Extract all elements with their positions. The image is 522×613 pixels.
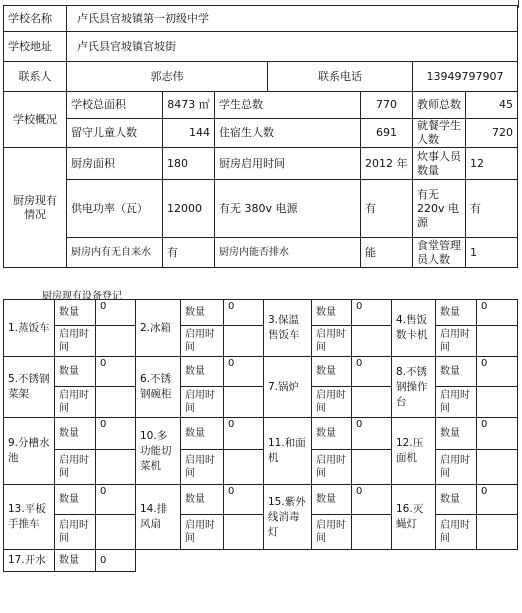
quantity-value: 0 [96,418,136,450]
quantity-value: 0 [477,418,518,450]
continuation-area [136,550,518,572]
quantity-value: 0 [96,550,136,572]
quantity-value: 0 [224,418,264,450]
equipment-name: 13.平板手推车 [4,485,55,550]
kitchen-area-value: 180 [163,148,215,180]
start-time-label: 启用时间 [436,450,477,485]
canteen-value: 1 [466,238,518,268]
overview-label: 学校概况 [4,92,67,148]
equipment-name: 8.不锈钢操作台 [392,357,436,418]
school-address-label: 学校地址 [4,32,67,62]
equipment-name: 3.保温售饭车 [264,300,312,357]
start-time-label: 启用时间 [436,387,477,418]
area-label: 学校总面积 [67,92,163,119]
teachers-value: 45 [466,92,518,119]
water-value: 有 [163,238,215,268]
start-time-value [352,450,392,485]
start-time-label: 启用时间 [436,326,477,357]
quantity-label: 数量 [312,300,352,326]
start-time-value [477,387,518,418]
quantity-value: 0 [224,300,264,326]
start-time-label: 启用时间 [55,450,96,485]
quantity-label: 数量 [436,418,477,450]
v220-value: 有 [466,180,518,238]
teachers-label: 教师总数 [413,92,466,119]
v380-label: 有无 380v 电源 [215,180,361,238]
start-time-value [477,515,518,550]
quantity-label: 数量 [55,300,96,326]
start-time-value [224,387,264,418]
start-time-value [224,515,264,550]
start-time-value [96,450,136,485]
contact-label: 联系人 [4,62,67,92]
v220-label: 有无 220v 电源 [413,180,466,238]
equipment-name: 7.锅炉 [264,357,312,418]
quantity-label: 数量 [181,418,224,450]
start-time-value [477,326,518,357]
equipment-name: 10.多功能切菜机 [136,418,181,485]
kitchen-start-value: 2012 年 [361,148,413,180]
start-time-label: 启用时间 [312,450,352,485]
power-value: 12000 [163,180,215,238]
start-time-label: 启用时间 [181,387,224,418]
power-label: 供电功率（瓦） [67,180,163,238]
start-time-label: 启用时间 [181,450,224,485]
quantity-value: 0 [352,418,392,450]
start-time-value [352,326,392,357]
equipment-title: 厨房现有设备登记 [42,291,122,302]
quantity-label: 数量 [55,357,96,387]
cooks-label: 炊事人员数量 [413,148,466,180]
equipment-name: 17.开水 [4,550,55,572]
equipment-name: 11.和面机 [264,418,312,485]
quantity-label: 数量 [436,357,477,387]
students-label: 学生总数 [215,92,361,119]
start-time-label: 启用时间 [312,387,352,418]
quantity-label: 数量 [181,485,224,515]
phone-label: 联系电话 [268,62,413,92]
equipment-name: 2.冰箱 [136,300,181,357]
v380-value: 有 [361,180,413,238]
cooks-value: 12 [466,148,518,180]
start-time-value [224,326,264,357]
equipment-name: 4.售饭数卡机 [392,300,436,357]
boarding-label: 住宿生人数 [215,119,361,148]
start-time-label: 启用时间 [181,326,224,357]
equipment-name: 14.排风扇 [136,485,181,550]
equipment-name: 16.灭蝇灯 [392,485,436,550]
quantity-value: 0 [224,485,264,515]
dining-label: 就餐学生人数 [413,119,466,148]
start-time-label: 启用时间 [436,515,477,550]
quantity-value: 0 [96,300,136,326]
kitchen-area-label: 厨房面积 [67,148,163,180]
start-time-value [96,515,136,550]
start-time-value [224,450,264,485]
quantity-value: 0 [352,485,392,515]
drain-label: 厨房内能否排水 [215,238,361,268]
equipment-name: 12.压面机 [392,418,436,485]
boarding-value: 691 [361,119,413,148]
quantity-label: 数量 [312,357,352,387]
school-name-label: 学校名称 [4,6,67,32]
equipment-table [3,299,518,572]
students-value: 770 [361,92,413,119]
quantity-label: 数量 [436,300,477,326]
start-time-label: 启用时间 [312,326,352,357]
quantity-value: 0 [96,357,136,387]
drain-value: 能 [361,238,413,268]
quantity-label: 数量 [312,485,352,515]
quantity-value: 0 [352,357,392,387]
start-time-label: 启用时间 [312,515,352,550]
left-behind-label: 留守儿童人数 [67,119,163,148]
quantity-label: 数量 [55,418,96,450]
quantity-value: 0 [224,357,264,387]
quantity-label: 数量 [181,357,224,387]
start-time-label: 启用时间 [55,326,96,357]
contact-value: 郭志伟 [67,62,268,92]
quantity-label: 数量 [55,485,96,515]
start-time-value [477,450,518,485]
school-info-table [3,5,518,268]
quantity-value: 0 [477,357,518,387]
equipment-name: 6.不锈钢碗柜 [136,357,181,418]
quantity-label: 数量 [436,485,477,515]
quantity-value: 0 [477,485,518,515]
school-name-value: 卢氏县官坡镇第一初级中学 [67,6,518,32]
water-label: 厨房内有无自来水 [67,238,163,268]
quantity-label: 数量 [181,300,224,326]
area-value: 8473 ㎡ [163,92,215,119]
school-address-value: 卢氏县官坡镇官坡街 [67,32,518,62]
quantity-value: 0 [477,300,518,326]
equipment-name: 5.不锈钢菜架 [4,357,55,418]
equipment-name: 15.紫外线消毒灯 [264,485,312,550]
start-time-label: 启用时间 [55,387,96,418]
start-time-value [352,387,392,418]
start-time-value [352,515,392,550]
equipment-name: 9.分槽水池 [4,418,55,485]
start-time-label: 启用时间 [55,515,96,550]
start-time-value [96,387,136,418]
phone-value: 13949797907 [413,62,518,92]
kitchen-label: 厨房现有情况 [4,148,67,268]
start-time-label: 启用时间 [181,515,224,550]
canteen-label: 食堂管理员人数 [413,238,466,268]
quantity-label: 数量 [55,550,96,572]
quantity-value: 0 [352,300,392,326]
start-time-value [96,326,136,357]
dining-value: 720 [466,119,518,148]
left-behind-value: 144 [163,119,215,148]
quantity-label: 数量 [312,418,352,450]
quantity-value: 0 [96,485,136,515]
kitchen-start-label: 厨房启用时间 [215,148,361,180]
equipment-name: 1.蒸饭车 [4,300,55,357]
